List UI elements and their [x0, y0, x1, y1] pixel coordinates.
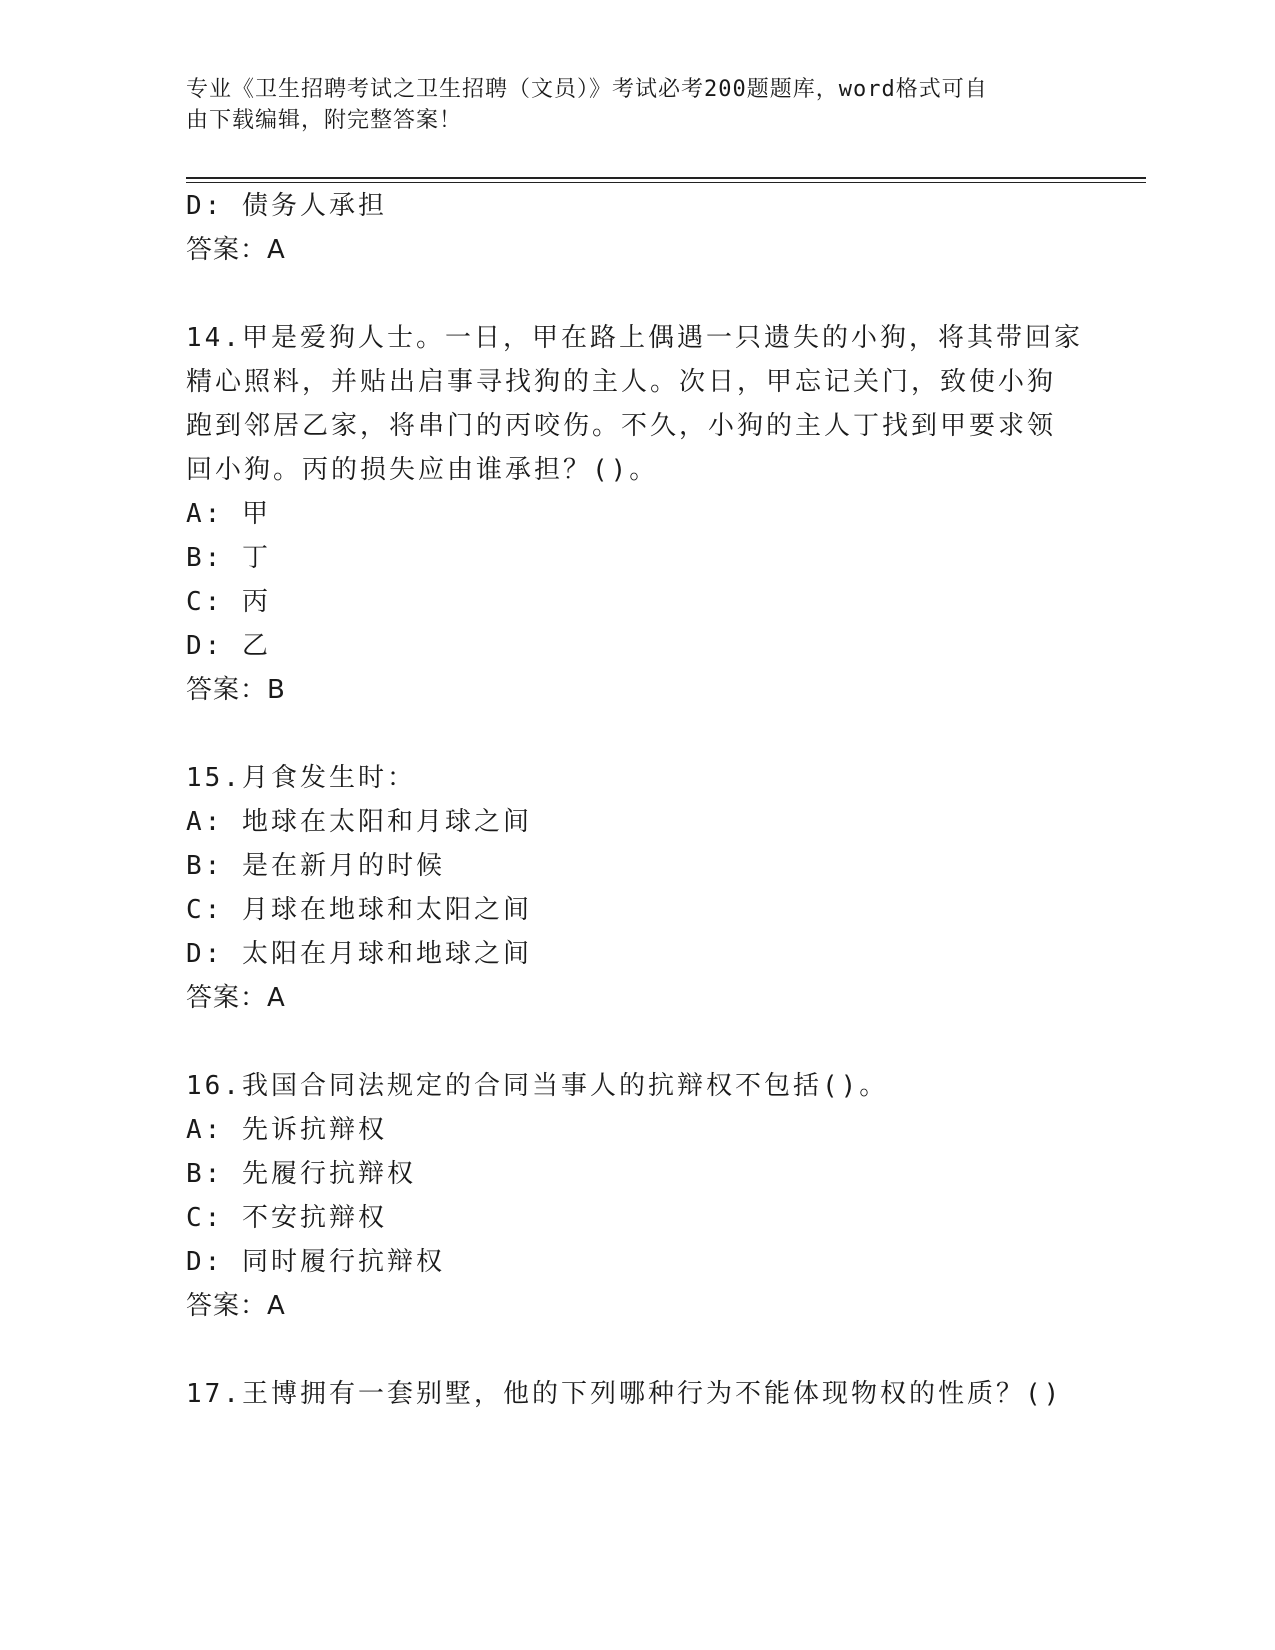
q15-option-d: D: 太阳在月球和地球之间	[186, 939, 532, 969]
q15-option-a: A: 地球在太阳和月球之间	[186, 807, 532, 837]
q14-option-b: B: 丁	[186, 543, 271, 573]
q13-option-d: D: 债务人承担	[186, 191, 387, 221]
q14-question-line-1: 14.甲是爱狗人士。一日，甲在路上偶遇一只遗失的小狗，将其带回家	[186, 323, 1083, 353]
q16-option-d: D: 同时履行抗辩权	[186, 1247, 445, 1277]
header-line-1: 专业《卫生招聘考试之卫生招聘（文员）》考试必考200题题库，word格式可自	[186, 77, 988, 102]
q16-option-b: B: 先履行抗辩权	[186, 1159, 416, 1189]
q14-option-d: D: 乙	[186, 631, 271, 661]
q14-question-line-3: 跑到邻居乙家，将串门的丙咬伤。不久，小狗的主人丁找到甲要求领	[186, 411, 1057, 441]
q15-option-c: C: 月球在地球和太阳之间	[186, 895, 532, 925]
q14-option-a: A: 甲	[186, 499, 271, 529]
q14-option-c: C: 丙	[186, 587, 271, 617]
q16-option-c: C: 不安抗辩权	[186, 1203, 387, 1233]
document-header	[186, 74, 1066, 136]
q17-question: 17.王博拥有一套别墅，他的下列哪种行为不能体现物权的性质？()	[186, 1379, 1063, 1409]
q16-question: 16.我国合同法规定的合同当事人的抗辩权不包括()。	[186, 1071, 889, 1101]
header-divider-thick	[186, 177, 1146, 179]
header-divider-thin	[186, 182, 1146, 183]
q14-question-line-4: 回小狗。丙的损失应由谁承担？()。	[186, 455, 659, 485]
q15-answer: 答案：A	[186, 983, 286, 1013]
q15-question: 15.月食发生时：	[186, 763, 416, 793]
q16-option-a: A: 先诉抗辩权	[186, 1115, 387, 1145]
q16-answer: 答案：A	[186, 1291, 286, 1321]
q14-answer: 答案：B	[186, 675, 286, 705]
q15-option-b: B: 是在新月的时候	[186, 851, 445, 881]
header-line-2: 由下载编辑，附完整答案！	[186, 108, 463, 133]
q13-answer: 答案：A	[186, 235, 286, 265]
q14-question-line-2: 精心照料，并贴出启事寻找狗的主人。次日，甲忘记关门，致使小狗	[186, 367, 1057, 397]
